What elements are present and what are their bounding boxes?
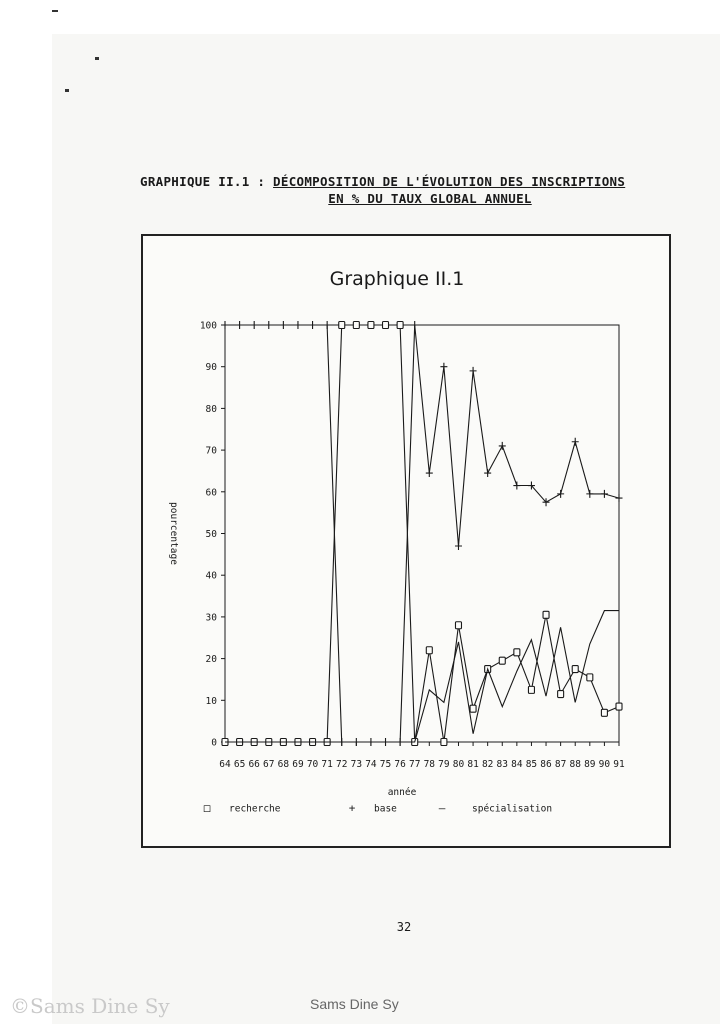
point-marker-base	[426, 469, 433, 477]
y-axis-label: pourcentage	[168, 502, 179, 565]
point-marker-base	[572, 438, 579, 446]
x-tick-label: 75	[379, 759, 392, 770]
legend-symbol-spécialisation: —	[438, 801, 446, 815]
plot-area	[225, 325, 619, 742]
x-tick-label: 70	[306, 759, 319, 770]
point-marker-recherche	[587, 674, 593, 681]
x-tick-label: 67	[263, 759, 275, 770]
point-marker-base	[557, 490, 564, 498]
point-marker-base	[251, 321, 258, 329]
point-marker-base	[513, 482, 520, 490]
point-marker-base	[586, 490, 593, 498]
point-marker-recherche	[397, 322, 403, 329]
x-tick-label: 83	[496, 759, 508, 770]
point-marker-recherche	[572, 666, 578, 673]
x-tick-label: 91	[613, 759, 625, 770]
point-marker-recherche	[514, 649, 520, 656]
y-tick-label: 50	[205, 529, 217, 540]
point-marker-base	[236, 321, 243, 329]
y-tick-label: 40	[205, 570, 217, 582]
point-marker-recherche	[543, 611, 549, 618]
heading-line-1: DÉCOMPOSITION DE L'ÉVOLUTION DES INSCRIPTIONS	[273, 174, 626, 189]
legend-label-base: base	[374, 803, 397, 815]
point-marker-base	[294, 321, 301, 329]
x-tick-label: 90	[598, 759, 611, 770]
page-number: 32	[396, 920, 412, 934]
y-tick-label: 80	[205, 403, 217, 415]
y-tick-label: 20	[205, 654, 217, 666]
x-tick-label: 66	[248, 759, 260, 770]
point-marker-recherche	[499, 657, 505, 664]
point-marker-recherche	[353, 322, 359, 329]
point-marker-base	[484, 469, 491, 477]
x-tick-label: 89	[584, 759, 596, 770]
point-marker-base	[309, 321, 316, 329]
point-marker-base	[440, 363, 447, 371]
point-marker-base	[411, 321, 418, 329]
legend-label-recherche: recherche	[229, 803, 281, 815]
y-tick-label: 70	[205, 445, 217, 457]
x-axis-label: année	[387, 787, 417, 798]
point-marker-recherche	[616, 703, 622, 710]
x-tick-label: 86	[540, 759, 552, 770]
legend-label-spécialisation: spécialisation	[472, 803, 553, 815]
legend-symbol-base: +	[348, 801, 356, 815]
y-tick-label: 60	[205, 487, 217, 499]
point-marker-base	[616, 494, 623, 502]
point-marker-recherche	[455, 622, 461, 629]
x-tick-label: 69	[292, 759, 304, 770]
x-tick-label: 72	[336, 759, 348, 770]
x-tick-label: 88	[569, 759, 581, 770]
watermark-center: Sams Dine Sy	[310, 996, 399, 1012]
point-marker-recherche	[558, 691, 564, 698]
x-tick-label: 73	[350, 759, 363, 770]
y-tick-label: 30	[205, 612, 217, 624]
x-tick-label: 82	[481, 759, 494, 770]
x-tick-label: 77	[408, 759, 421, 770]
heading-line-2: EN % DU TAUX GLOBAL ANNUEL	[328, 191, 532, 206]
x-tick-label: 74	[365, 759, 377, 770]
point-marker-recherche	[470, 705, 476, 712]
point-marker-recherche	[601, 709, 607, 716]
point-marker-base	[470, 367, 477, 375]
x-tick-label: 71	[321, 759, 333, 770]
watermark-left: ©Sams Dine Sy	[10, 994, 170, 1018]
point-marker-recherche	[528, 686, 534, 693]
x-tick-label: 84	[511, 759, 523, 770]
y-tick-label: 0	[211, 737, 217, 749]
point-marker-recherche	[426, 647, 432, 654]
x-tick-label: 68	[277, 759, 290, 770]
y-tick-label: 10	[205, 695, 217, 707]
x-tick-label: 78	[423, 759, 436, 770]
legend-symbol-recherche: □	[203, 801, 211, 815]
point-marker-recherche	[383, 322, 389, 329]
x-tick-label: 87	[554, 759, 567, 770]
point-marker-recherche	[339, 322, 345, 329]
x-tick-label: 85	[525, 759, 538, 770]
y-tick-label: 100	[199, 320, 217, 332]
point-marker-recherche	[441, 739, 447, 746]
y-tick-label: 90	[205, 362, 217, 374]
series-line-base	[225, 325, 619, 742]
series-line-recherche	[225, 325, 619, 742]
point-marker-base	[499, 442, 506, 450]
point-marker-base	[280, 321, 287, 329]
x-tick-label: 76	[394, 759, 406, 770]
point-marker-base	[222, 321, 229, 329]
point-marker-base	[455, 542, 462, 550]
point-marker-base	[601, 490, 608, 498]
point-marker-base	[265, 321, 272, 329]
x-tick-label: 79	[438, 759, 450, 770]
point-marker-recherche	[368, 322, 374, 329]
chart-title: Graphique II.1	[329, 268, 465, 290]
x-tick-label: 64	[219, 759, 231, 770]
x-tick-label: 65	[233, 759, 246, 770]
x-tick-label: 80	[452, 759, 465, 770]
series-line-spécialisation	[225, 611, 619, 742]
point-marker-base	[324, 321, 331, 329]
x-tick-label: 81	[467, 759, 479, 770]
heading-prefix: GRAPHIQUE II.1 :	[140, 174, 266, 189]
